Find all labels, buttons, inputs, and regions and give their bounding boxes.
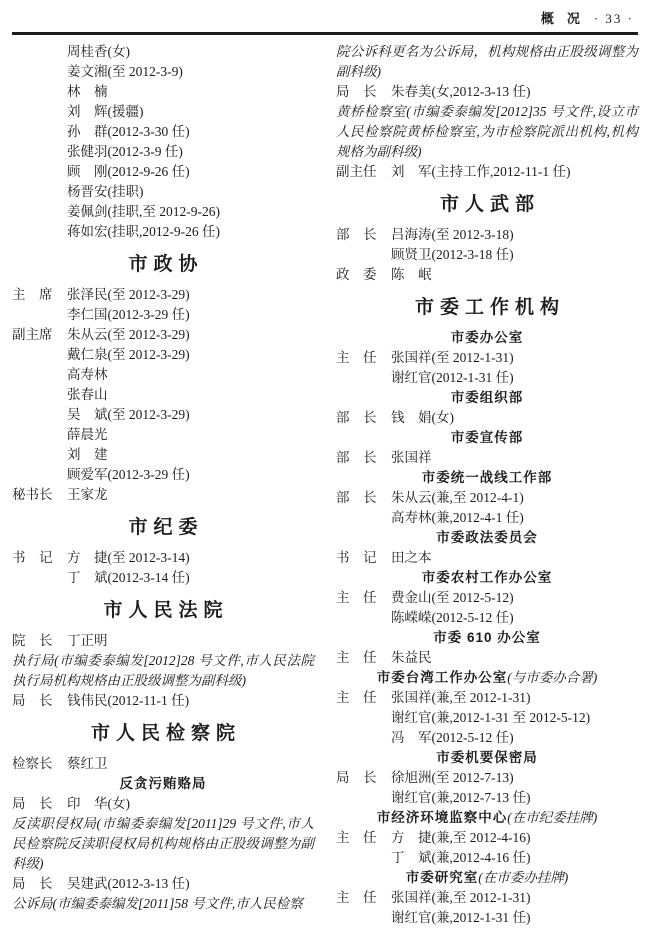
position-label [12,62,67,82]
position-label [12,82,67,102]
position-label [12,182,67,202]
officer-name: 张国祥(兼,至 2012-1-31) [391,690,531,705]
officer-entry [12,631,314,651]
officer-entry [12,691,314,711]
org-subheading-label: 市委台湾工作办公室 [376,670,508,685]
officer-name: 朱从云(至 2012-3-29) [67,327,190,342]
officer-entry [12,325,314,345]
officer-name: 张国祥(兼,至 2012-1-31) [391,890,531,905]
officer-name: 冯 军(2012-5-12 任) [391,730,514,745]
officer-entry [336,548,638,568]
position-label: 书 记 [12,550,53,565]
officer-name: 顾贤卫(2012-3-18 任) [391,247,514,262]
officer-name: 钱伟民(2012-11-1 任) [67,693,190,708]
org-subheading-label: 市委统一战线工作部 [421,470,553,485]
officer-entry [12,465,314,485]
officer-entry [12,874,314,894]
officer-entry [336,888,638,908]
officer-entry [12,285,314,305]
officer-name: 张国祥(至 2012-1-31) [391,350,514,365]
org-note: 公诉局(市编委泰编发[2011]58 号文件,市人民检察 [12,896,303,911]
position-label: 局 长 [336,84,377,99]
org-subheading [336,628,638,648]
column-right [336,42,638,928]
officer-name: 谢红官(兼,2012-1-31 任) [391,910,531,925]
position-label [336,728,391,748]
position-label: 局 长 [12,693,53,708]
position-label [336,368,391,388]
position-label: 主 席 [12,287,53,302]
officer-name: 刘 军(主持工作,2012-11-1 任) [391,164,571,179]
officer-name: 张春山 [67,387,108,402]
position-label [336,608,391,628]
position-label: 秘书长 [12,487,53,502]
officer-entry [336,728,638,748]
officer-name: 戴仁泉(至 2012-3-29) [67,347,190,362]
section-heading: 市人武部 [439,194,540,215]
officer-name: 徐旭洲(至 2012-7-13) [391,770,514,785]
officer-name: 林 楠 [67,84,108,99]
officer-entry [12,445,314,465]
org-subheading [336,468,638,488]
position-label [12,405,67,425]
org-subheading-label: 市委宣传部 [450,430,524,445]
officer-entry [336,788,638,808]
content-columns [12,42,638,928]
org-subheading [336,568,638,588]
officer-entry [336,265,638,285]
officer-name: 朱从云(兼,至 2012-4-1) [391,490,524,505]
officer-name: 陈嵘嵘(2012-5-12 任) [391,610,514,625]
org-note: 院公诉科更名为公诉局，机构规格由正股级调整为副科级) [336,44,638,79]
position-label [12,42,67,62]
header-page-number: · 33 · [593,11,634,26]
officer-entry [12,42,314,62]
org-note: 黄桥检察室(市编委泰编发[2012]35 号文件,设立市人民检察院黄桥检察室,为市检察院派出机构,机构规格为副科级) [336,104,638,159]
officer-entry [12,425,314,445]
officer-name: 蒋如宏(挂职,2012-9-26 任) [67,224,220,239]
position-label [12,385,67,405]
section-heading: 市人民检察院 [90,723,241,744]
position-label: 局 长 [336,770,377,785]
position-label [336,788,391,808]
position-label: 主 任 [336,890,377,905]
officer-entry [12,182,314,202]
officer-name: 周桂香(女) [67,44,130,59]
position-label: 副主席 [12,327,53,342]
officer-name: 陈 岷 [391,267,432,282]
column-left [12,42,314,928]
org-note: 反渎职侵权局(市编委泰编发[2011]29 号文件,市人民检察院反渎职侵权局机构规格由正股级调整为副科级) [12,816,314,871]
officer-entry [12,548,314,568]
org-subheading [12,774,314,794]
officer-entry [336,708,638,728]
officer-name: 张国祥 [391,450,432,465]
officer-entry [12,794,314,814]
position-label [12,222,67,242]
org-subheading [336,668,638,688]
officer-entry [12,82,314,102]
officer-name: 田之本 [391,550,432,565]
org-subheading-label: 市委机要保密局 [436,750,538,765]
officer-name: 方 捷(至 2012-3-14) [67,550,190,565]
position-label [12,202,67,222]
officer-name: 丁 斌(兼,2012-4-16 任) [391,850,531,865]
org-subheading-annotation: (与市委办合署) [507,670,598,685]
officer-name: 顾 刚(2012-9-26 任) [67,164,190,179]
officer-entry [336,688,638,708]
position-label [12,162,67,182]
officer-name: 朱春美(女,2012-3-13 任) [391,84,531,99]
org-subheading [336,748,638,768]
position-label [12,365,67,385]
officer-name: 吕海涛(至 2012-3-18) [391,227,514,242]
officer-name: 张健羽(2012-3-9 任) [67,144,183,159]
position-label: 部 长 [336,490,377,505]
officer-entry [12,142,314,162]
officer-entry [336,488,638,508]
officer-name: 谢红官(兼,2012-1-31 至 2012-5-12) [391,710,591,725]
officer-name: 谢红官(兼,2012-7-13 任) [391,790,531,805]
officer-name: 丁正明 [67,633,108,648]
officer-entry [336,508,638,528]
officer-name: 王家龙 [67,487,108,502]
position-label: 局 长 [12,876,53,891]
officer-entry [336,225,638,245]
officer-name: 蔡红卫 [67,756,108,771]
position-label [12,568,67,588]
position-label [336,245,391,265]
officer-name: 刘 辉(援疆) [67,104,144,119]
header-rule [12,32,638,35]
position-label: 部 长 [336,410,377,425]
officer-entry [12,385,314,405]
officer-entry [336,828,638,848]
officer-entry [12,122,314,142]
position-label: 部 长 [336,227,377,242]
officer-name: 高寿林 [67,367,108,382]
officer-name: 顾爱军(2012-3-29 任) [67,467,190,482]
position-label: 部 长 [336,450,377,465]
section-heading: 市政协 [128,254,204,275]
org-subheading-label: 市委组织部 [450,390,524,405]
org-subheading-label: 市委 610 办公室 [433,630,541,645]
officer-name: 姜佩剑(挂职,至 2012-9-26) [67,204,220,219]
position-label: 副主任 [336,164,377,179]
officer-name: 杨晋安(挂职) [67,184,144,199]
position-label [12,102,67,122]
position-label [336,848,391,868]
position-label: 检察长 [12,756,53,771]
officer-entry [336,245,638,265]
position-label [336,508,391,528]
position-label [336,908,391,928]
page-header [12,5,638,32]
officer-name: 谢红官(2012-1-31 任) [391,370,514,385]
officer-entry [336,368,638,388]
officer-name: 高寿林(兼,2012-4-1 任) [391,510,524,525]
officer-entry [12,162,314,182]
officer-entry [336,162,638,182]
officer-entry [12,405,314,425]
officer-name: 印 华(女) [67,796,130,811]
org-subheading [336,428,638,448]
org-subheading [336,388,638,408]
officer-entry [12,754,314,774]
officer-entry [12,62,314,82]
position-label: 主 任 [336,350,377,365]
officer-name: 吴 斌(至 2012-3-29) [67,407,190,422]
org-subheading-label: 市经济环境监察中心 [376,810,508,825]
officer-entry [12,568,314,588]
org-subheading-label: 市委政法委员会 [436,530,538,545]
officer-name: 孙 群(2012-3-30 任) [67,124,190,139]
position-label [12,465,67,485]
officer-name: 方 捷(兼,至 2012-4-16) [391,830,531,845]
officer-name: 李仁国(2012-3-29 任) [67,307,190,322]
position-label: 政 委 [336,267,377,282]
officer-entry [336,588,638,608]
position-label: 主 任 [336,650,377,665]
officer-entry [336,648,638,668]
position-label: 主 任 [336,690,377,705]
org-subheading [336,808,638,828]
officer-name: 刘 建 [67,447,108,462]
officer-entry [336,82,638,102]
officer-entry [336,348,638,368]
section-heading: 市人民法院 [103,600,229,621]
officer-entry [336,848,638,868]
position-label: 主 任 [336,590,377,605]
officer-name: 吴建武(2012-3-13 任) [67,876,190,891]
officer-name: 姜文湘(至 2012-3-9) [67,64,183,79]
org-subheading [336,868,638,888]
officer-name: 费金山(至 2012-5-12) [391,590,514,605]
officer-name: 张泽民(至 2012-3-29) [67,287,190,302]
org-subheading-label: 市委农村工作办公室 [421,570,553,585]
officer-entry [12,345,314,365]
header-section-title: 概 况 [540,11,580,26]
officer-entry [336,908,638,928]
officer-entry [12,485,314,505]
org-subheading [336,328,638,348]
officer-entry [12,102,314,122]
org-subheading-label: 反贪污贿赂局 [119,776,207,791]
position-label: 院 长 [12,633,53,648]
position-label [12,142,67,162]
org-subheading-label: 市委研究室 [405,870,479,885]
officer-name: 丁 斌(2012-3-14 任) [67,570,190,585]
section-heading: 市纪委 [128,517,204,538]
officer-name: 薛晨光 [67,427,108,442]
position-label [336,708,391,728]
org-subheading-label: 市委办公室 [450,330,524,345]
org-note: 执行局(市编委泰编发[2012]28 号文件,市人民法院执行局机构规格由正股级调整为副科级) [12,653,314,688]
position-label [12,345,67,365]
section-heading: 市委工作机构 [414,297,565,318]
officer-entry [336,768,638,788]
officer-name: 钱 娟(女) [391,410,454,425]
position-label [12,305,67,325]
officer-entry [12,222,314,242]
org-subheading [336,528,638,548]
position-label: 主 任 [336,830,377,845]
position-label: 局 长 [12,796,53,811]
position-label: 书 记 [336,550,377,565]
officer-entry [336,448,638,468]
position-label [12,425,67,445]
org-subheading-annotation: (在市委办挂牌) [478,870,569,885]
officer-entry [336,608,638,628]
org-subheading-annotation: (在市纪委挂牌) [507,810,598,825]
position-label [12,122,67,142]
officer-entry [336,408,638,428]
officer-name: 朱益民 [391,650,432,665]
officer-entry [12,305,314,325]
officer-entry [12,365,314,385]
position-label [12,445,67,465]
officer-entry [12,202,314,222]
